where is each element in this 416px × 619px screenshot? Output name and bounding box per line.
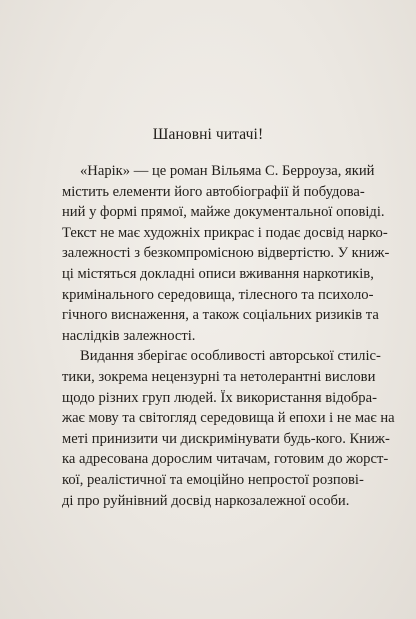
text-line: наслідків залежності. <box>62 327 196 344</box>
text-line: тики, зокрема нецензурні та нетолерантні вислови <box>62 368 376 385</box>
text-line: Видання зберігає особливості авторської стиліс- <box>80 348 381 365</box>
text-line: ді про руйнівний досвід наркозалежної особи. <box>62 492 350 509</box>
text-line: щодо різних груп людей. Їх використання відобра- <box>62 389 377 406</box>
paragraph-2 <box>62 346 395 511</box>
text-line: Текст не має художніх прикрас і подає досвід нарко- <box>62 224 388 241</box>
text-line: жає мову та світогляд середовища й епохи і не має на <box>62 410 395 427</box>
text-line: «Нарік» — це роман Вільяма С. Берроуза, який <box>80 163 375 179</box>
text-line: ний у формі прямої, майже документальної оповіді. <box>62 204 385 221</box>
paragraph-1 <box>62 161 390 346</box>
text-line: гічного виснаження, а також соціальних ризиків та <box>62 307 379 324</box>
body-text <box>62 161 395 511</box>
text-line: кримінального середовища, тілесного та психоло- <box>62 286 374 303</box>
text-line: меті принизити чи дискримінувати будь-кого. Книж- <box>62 430 390 447</box>
text-line: ка адресована дорослим читачам, готовим до жорст- <box>62 451 389 468</box>
text-line: кої, реалістичної та емоційно непростої розпові- <box>62 471 364 488</box>
text-line: залежності з безкомпромісною відвертістю. У книж- <box>62 245 390 262</box>
page-heading: Шановні читачі! <box>152 126 264 143</box>
text-line: ці містяться докладні описи вживання наркотиків, <box>62 265 374 282</box>
text-line: містить елементи його автобіографії й побудова- <box>62 183 365 200</box>
